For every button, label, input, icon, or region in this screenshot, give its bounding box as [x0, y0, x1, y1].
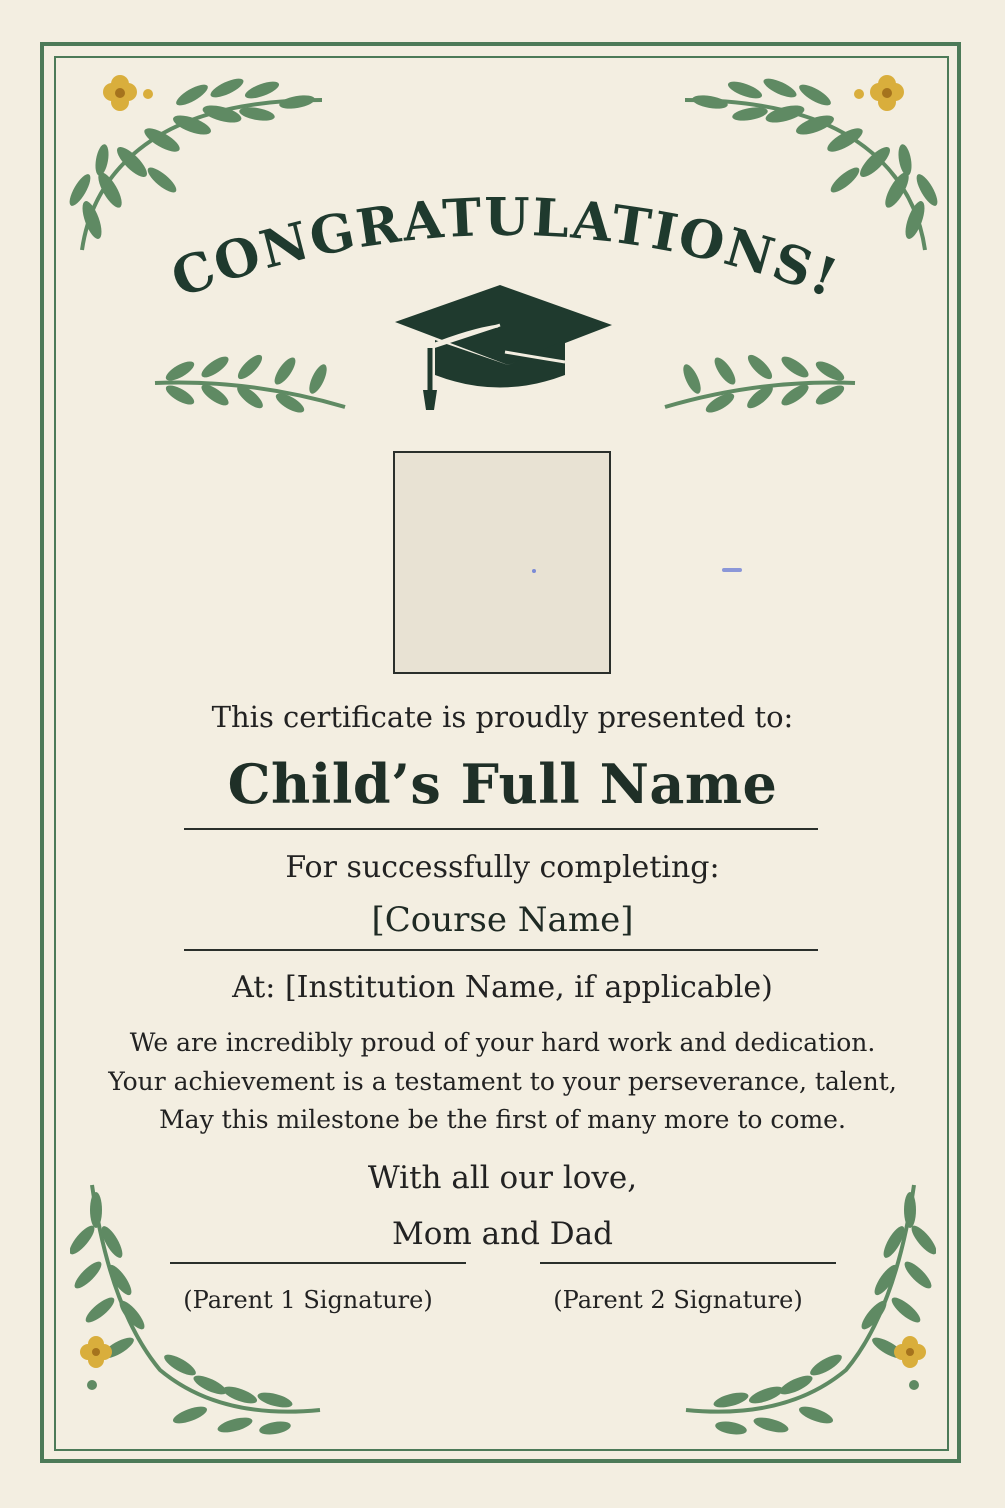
name-underline — [184, 828, 818, 830]
marker-dash — [722, 568, 742, 572]
flower-icon — [103, 75, 153, 111]
message-line-3: May this milestone be the first of many more to come. — [159, 1105, 846, 1134]
signature-2-label: (Parent 2 Signature) — [553, 1286, 803, 1314]
laurel-branch-right-icon — [660, 345, 860, 415]
course-underline — [184, 949, 818, 951]
marker-dot — [532, 569, 536, 573]
signature-1-label: (Parent 1 Signature) — [183, 1286, 433, 1314]
message-line-2: Your achievement is a testament to your perseverance, talent, — [108, 1067, 897, 1096]
closing-text: With all our love, — [367, 1160, 638, 1196]
message-line-1: We are incredibly proud of your hard work and dedication. — [129, 1028, 876, 1057]
laurel-branch-left-icon — [150, 345, 350, 415]
completing-text: For successfully completing: — [285, 850, 720, 885]
photo-placeholder[interactable] — [393, 451, 611, 674]
recipient-name[interactable]: Child’s Full Name — [227, 752, 778, 816]
laurel-corner-bottom-right-icon — [676, 1180, 936, 1440]
heading-text: CONGRATULATIONS! — [163, 186, 847, 310]
institution-text[interactable]: At: [Institution Name, if applicable) — [232, 970, 773, 1005]
laurel-corner-bottom-left-icon — [70, 1180, 330, 1440]
course-name[interactable]: [Course Name] — [371, 900, 634, 940]
flower-icon — [80, 1336, 112, 1390]
presented-to-text: This certificate is proudly presented to: — [211, 700, 794, 734]
from-text: Mom and Dad — [392, 1216, 613, 1252]
graduation-cap-icon — [390, 280, 620, 420]
